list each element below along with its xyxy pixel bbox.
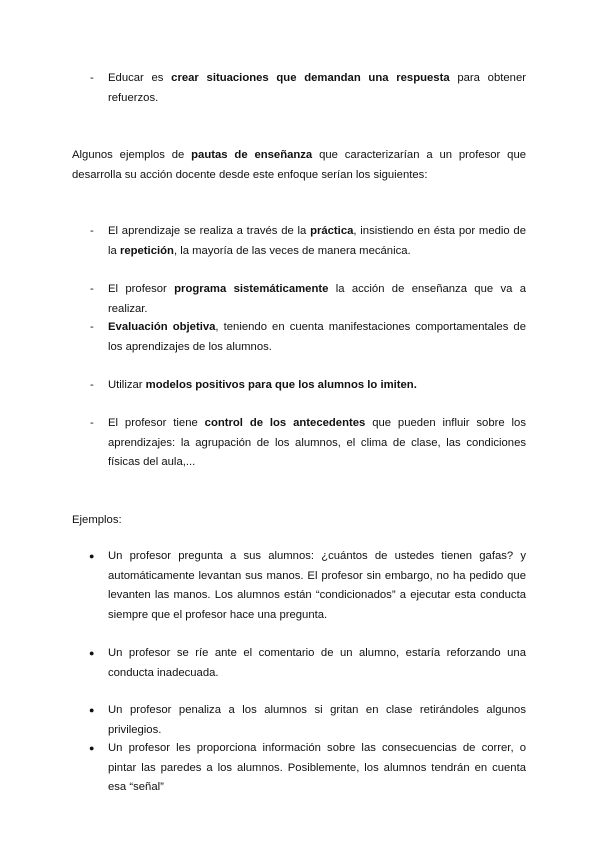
dash-marker: -	[90, 283, 94, 295]
text-run: la acción de enseñanza que va a realizar.	[108, 283, 527, 315]
list-item-text	[108, 414, 526, 473]
bold-text-run: control de los antecedentes	[204, 417, 366, 429]
text-run: , insistiendo en ésta por medio de la	[108, 225, 526, 257]
dash-marker: -	[90, 225, 94, 237]
text-run: para obtener refuerzos.	[108, 72, 526, 104]
text-run: El aprendizaje se realiza a través de la	[108, 225, 311, 237]
text-run: Algunos ejemplos de	[72, 149, 192, 161]
bullet-marker: ●	[89, 551, 95, 561]
dash-marker: -	[90, 321, 94, 333]
text-run: El profesor tiene	[108, 417, 205, 429]
example-text: Un profesor les proporciona información sobre las consecuencias de correr, o pintar las paredes a los alumnos. Posiblemente, los alumnos tendrán en cuenta esa “señal”	[108, 742, 526, 793]
list-item-text	[108, 376, 526, 396]
list-item-text	[108, 280, 526, 319]
text-run: El profesor	[108, 283, 175, 295]
bold-text-run: Evaluación objetiva	[108, 321, 216, 333]
dash-marker: -	[90, 72, 94, 84]
text-run: que caracterizarían a un profesor que desarrolla su acción docente desde este enfoque serían los siguientes:	[72, 149, 527, 181]
bold-text-run: programa sistemáticamente	[174, 283, 329, 295]
examples-heading: Ejemplos:	[72, 514, 122, 526]
text-run: , la mayoría de las veces de manera mecánica.	[173, 244, 411, 257]
list-item-text	[108, 222, 526, 261]
bullet-marker: ●	[89, 705, 95, 715]
bold-text-run: repetición	[119, 244, 174, 257]
dash-marker: -	[90, 379, 94, 391]
dash-marker: -	[90, 417, 94, 429]
example-text: Un profesor pregunta a sus alumnos: ¿cuántos de ustedes tienen gafas? y automáticamente levantan sus manos. El profesor sin embargo, no ha pedido que levanten las manos. Los alumnos están “condicionados” a ejecutar esta conducta siempre que el profesor hace una pregunta.	[108, 550, 526, 621]
list-item-text	[108, 318, 526, 357]
list-item-text	[108, 69, 526, 108]
bold-text-run: práctica	[310, 225, 354, 237]
intro-paragraph	[72, 146, 526, 185]
bold-text-run: crear situaciones que demandan una respuesta	[171, 72, 450, 84]
example-text: Un profesor se ríe ante el comentario de un alumno, estaría reforzando una conducta inadecuada.	[108, 647, 526, 679]
text-run: , teniendo en cuenta manifestaciones comportamentales de los aprendizajes de los alumnos.	[108, 321, 526, 353]
text-run: Utilizar	[108, 379, 146, 391]
example-text: Un profesor penaliza a los alumnos si gritan en clase retirándoles algunos privilegios.	[108, 704, 526, 736]
bold-text-run: pautas de enseñanza	[191, 149, 313, 161]
bullet-marker: ●	[89, 743, 95, 753]
text-run: Educar es	[108, 72, 172, 84]
bullet-marker: ●	[89, 648, 95, 658]
text-run: que pueden influir sobre los aprendizajes: la agrupación de los alumnos, el clima de clase, las condiciones físicas del aula,...	[108, 417, 526, 468]
bold-text-run: modelos positivos para que los alumnos lo imiten.	[145, 379, 417, 391]
